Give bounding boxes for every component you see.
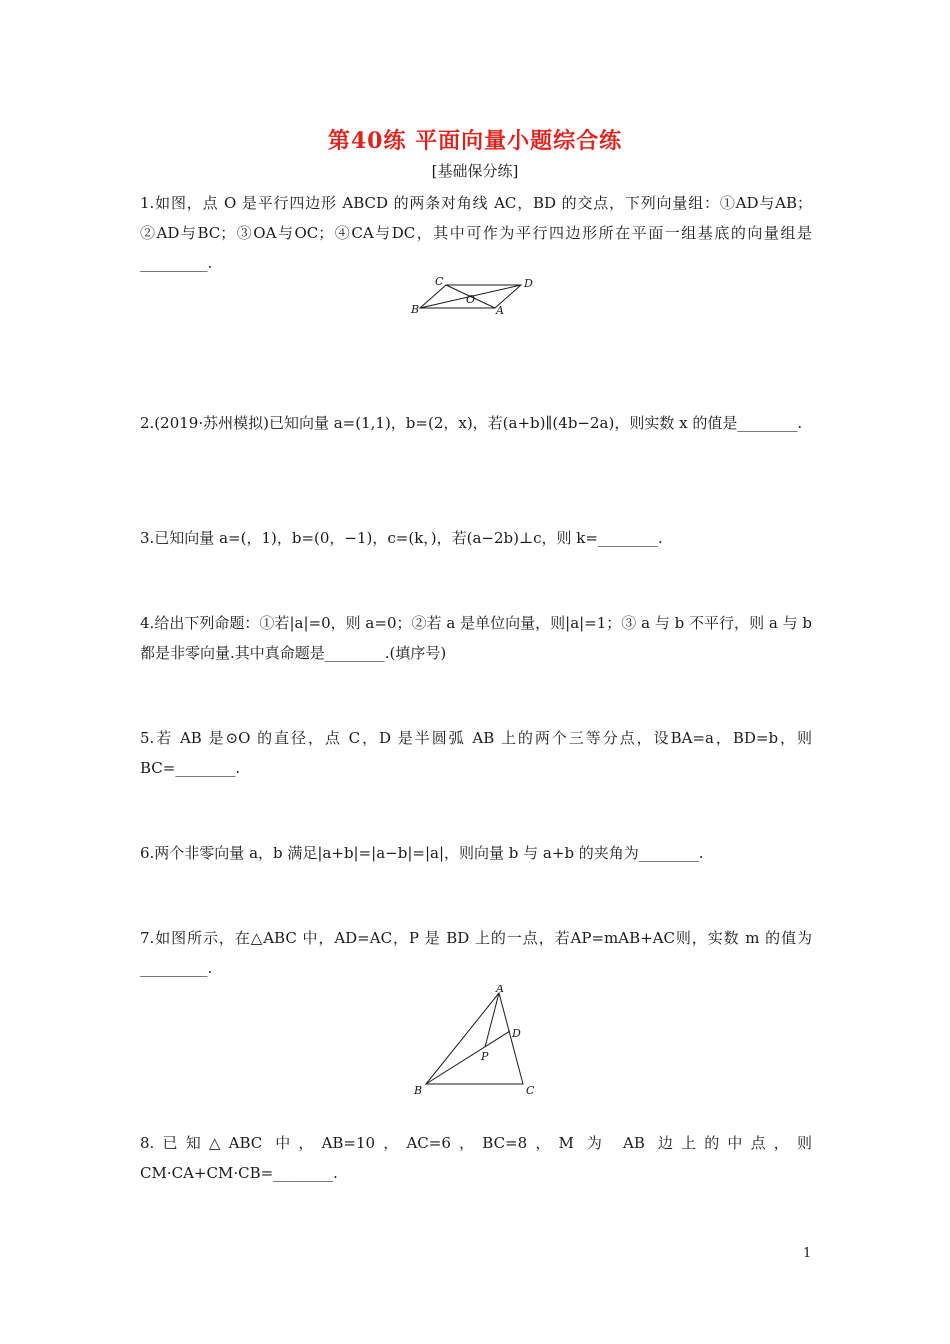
page-number: 1 bbox=[803, 1246, 812, 1261]
question-2: 2.(2019·苏州模拟)已知向量 a=(1,1)，b=(2，x)，若(a+b)∥(4b−2a)，则实数 x 的值是________. bbox=[140, 414, 803, 432]
page-title: 第40练 平面向量小题综合练 bbox=[327, 128, 623, 154]
label-D: D bbox=[524, 277, 533, 290]
label-D: D bbox=[512, 1027, 521, 1040]
parallelogram-figure bbox=[404, 272, 544, 318]
label-A: A bbox=[496, 985, 504, 995]
question-3: 3.已知向量 a=(，1)，b=(0，−1)，c=(k，)，若(a−2b)⊥c，则 k=________. bbox=[140, 529, 663, 547]
label-C: C bbox=[526, 1084, 535, 1097]
question-6: 6.两个非零向量 a，b 满足|a+b|=|a−b|=|a|，则向量 b 与 a+b 的夹角为________. bbox=[140, 844, 704, 862]
question-7: 7.如图所示，在△ABC 中，AD=AC，P 是 BD 上的一点，若AP=mAB+AC则，实数 m 的值为_________. bbox=[140, 929, 812, 977]
label-A: A bbox=[496, 304, 504, 317]
question-4: 4.给出下列命题：①若|a|=0，则 a=0；②若 a 是单位向量，则|a|=1；③ a 与 b 不平行，则 a 与 b 都是非零向量.其中真命题是________.(填序号) bbox=[140, 614, 812, 662]
label-C: C bbox=[435, 275, 444, 288]
label-O: O bbox=[466, 293, 476, 306]
section-subtitle: [基础保分练] bbox=[431, 162, 519, 180]
question-5: 5.若 AB 是⊙O 的直径，点 C，D 是半圆弧 AB 上的两个三等分点，设BA=a，BD=b，则BC=________. bbox=[140, 729, 812, 777]
label-P: P bbox=[481, 1050, 489, 1063]
label-B: B bbox=[411, 303, 420, 316]
question-1: 1.如图，点 O 是平行四边形 ABCD 的两条对角线 AC，BD 的交点，下列向量组：①AD与AB；②AD与BC；③OA与OC；④CA与DC，其中可作为平行四边形所在平面一组基底的向量组是_________. bbox=[140, 194, 812, 272]
label-B: B bbox=[414, 1084, 423, 1097]
triangle-figure bbox=[408, 985, 548, 1100]
question-8: 8.已知△ABC 中，AB=10，AC=6，BC=8，M 为 AB 边上的中点，则CM·CA+CM·CB=________. bbox=[140, 1134, 812, 1182]
